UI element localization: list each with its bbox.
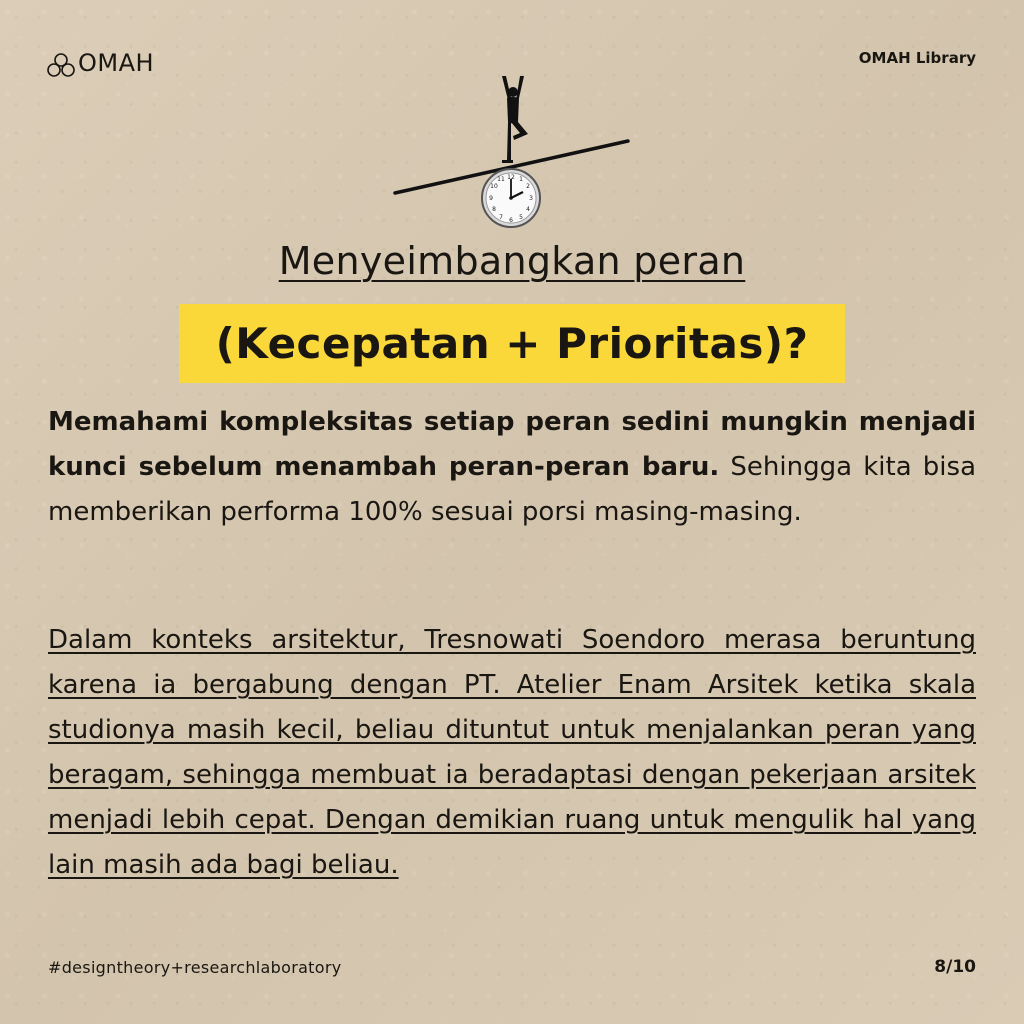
svg-text:8: 8 [492, 206, 496, 213]
brand-label: OMAH Library [858, 49, 976, 67]
svg-text:6: 6 [509, 217, 513, 224]
paragraph-intro [48, 400, 976, 535]
balance-illustration [390, 70, 640, 235]
svg-text:1: 1 [519, 176, 523, 183]
headline: Menyeimbangkan peran [278, 239, 746, 283]
paragraph-context: Dalam konteks arsitektur, Tresnowati Soendoro merasa beruntung karena ia bergabung dengan PT. Atelier Enam Arsitek ketika skala studionya masih kecil, beliau dituntut untuk menjalankan peran yang beragam, sehingga membuat ia beradaptasi dengan pekerjaan arsitek menjadi lebih cepat. Dengan demikian ruang untuk mengulik hal yang lain masih ada bagi beliau. [48, 625, 976, 880]
svg-text:5: 5 [519, 214, 523, 221]
svg-text:11: 11 [497, 176, 505, 183]
omah-logo-icon [47, 52, 75, 78]
paragraph-intro-regular: Sehingga kita bisa memberikan performa 100% sesuai porsi masing-masing. [48, 452, 976, 527]
omah-logo [47, 48, 177, 88]
svg-text:9: 9 [489, 195, 493, 202]
paragraph-intro-bold: Memahami kompleksitas setiap peran sedini mungkin menjadi kunci sebelum menambah peran-peran baru. [48, 407, 976, 482]
highlight-text: (Kecepatan + Prioritas)? [215, 319, 809, 368]
clock-icon [482, 169, 540, 227]
svg-text:10: 10 [490, 183, 498, 190]
highlight-banner [179, 304, 845, 383]
logo-wordmark: OMAH [78, 49, 155, 77]
page-number: 8/10 [934, 957, 976, 977]
hashtag: #designtheory+researchlaboratory [48, 958, 342, 977]
svg-text:4: 4 [526, 206, 530, 213]
svg-text:2: 2 [526, 183, 530, 190]
svg-text:12: 12 [507, 174, 515, 181]
yoga-figure-icon [502, 76, 528, 163]
svg-text:3: 3 [529, 195, 533, 202]
svg-text:7: 7 [499, 214, 503, 221]
